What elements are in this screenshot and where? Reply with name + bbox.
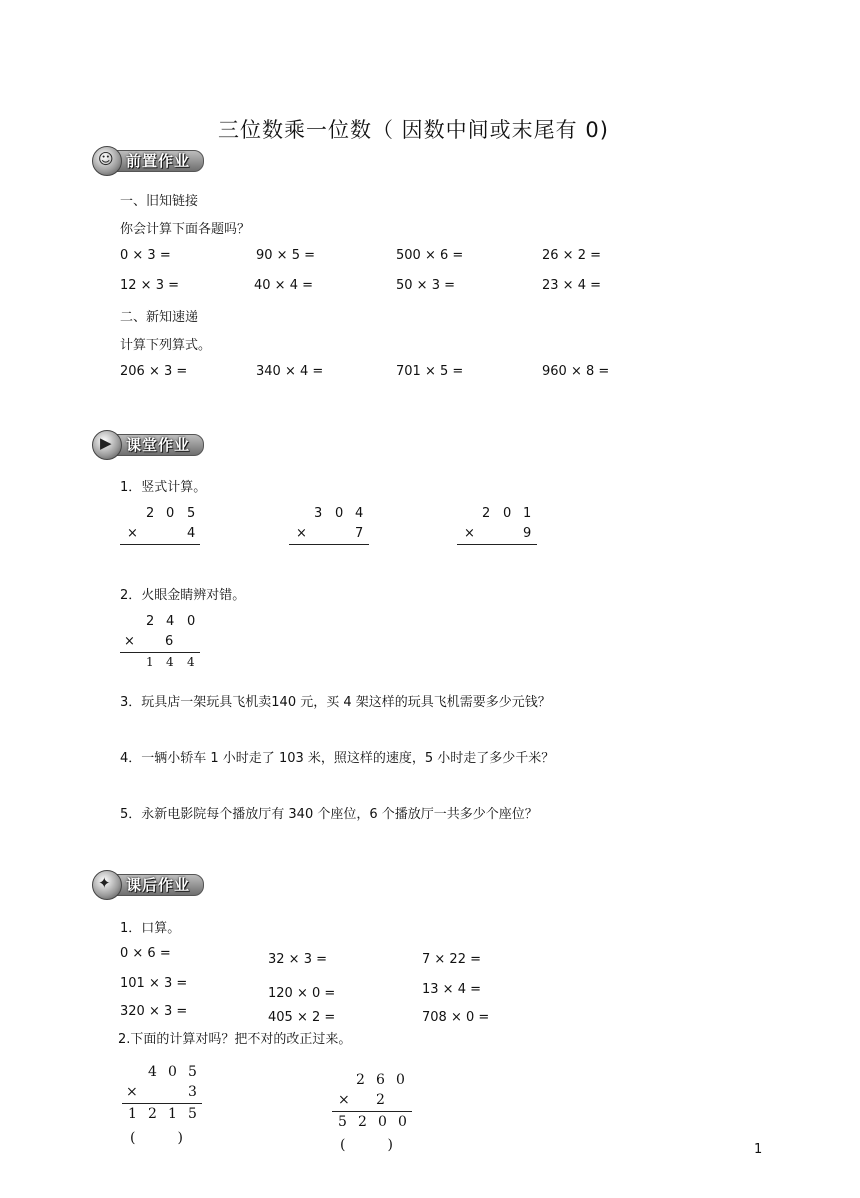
classwork-badge (92, 430, 204, 458)
vertical-bottom-digit: 7 (355, 526, 364, 541)
correction-result-digit: 0 (378, 1114, 387, 1130)
expr: 0 × 3 = (120, 248, 171, 263)
vertical-line (457, 544, 537, 545)
correction-operator: × (338, 1092, 350, 1108)
check-top-digit: 2 (146, 614, 155, 629)
oral-expr: 13 × 4 = (422, 982, 481, 997)
check-result-digit: 4 (187, 655, 195, 669)
check-operator: × (124, 634, 135, 649)
oral-expr: 0 × 6 = (120, 946, 171, 961)
answer-parentheses[interactable]: ( ) (340, 1137, 393, 1153)
oral-expr: 32 × 3 = (268, 952, 327, 967)
vertical-top-digit: 3 (314, 506, 323, 521)
check-top-digit: 0 (187, 614, 196, 629)
oral-expr: 7 × 22 = (422, 952, 481, 967)
expr: 40 × 4 = (254, 278, 313, 293)
prompt-1: 你会计算下面各题吗？ (120, 222, 251, 237)
question-4: 4．一辆小轿车 1 小时走了 103 米，照这样的速度，5 小时走了多少千米？ (120, 751, 555, 766)
correction-result-digit: 5 (338, 1114, 347, 1130)
homework-question-2: 2.下面的计算对吗？把不对的改正过来。 (118, 1032, 352, 1047)
correction-top-digit: 6 (376, 1072, 385, 1088)
vertical-operator: × (127, 526, 138, 541)
correction-result-digit: 0 (398, 1114, 407, 1130)
correction-bottom-digit: 3 (188, 1084, 197, 1100)
oral-expr: 320 × 3 = (120, 1004, 188, 1019)
badge-label: 课后作业 (126, 876, 191, 894)
vertical-top-digit: 1 (523, 506, 532, 521)
expr: 50 × 3 = (396, 278, 455, 293)
vertical-bottom-digit: 4 (187, 526, 196, 541)
correction-bottom-digit: 2 (376, 1092, 385, 1108)
oral-expr: 708 × 0 = (422, 1010, 490, 1025)
expr: 206 × 3 = (120, 364, 188, 379)
question-2: 2．火眼金睛辨对错。 (120, 588, 246, 603)
question-5: 5．永新电影院每个播放厅有 340 个座位，6 个播放厅一共多少个座位？ (120, 807, 538, 822)
smile-glyph-icon: ☺ (98, 150, 114, 168)
check-top-digit: 4 (166, 614, 175, 629)
correction-top-digit: 0 (168, 1064, 177, 1080)
expr: 90 × 5 = (256, 248, 315, 263)
page-title: 三位数乘一位数（ 因数中间或末尾有 0) (218, 118, 609, 142)
correction-line (332, 1111, 412, 1112)
correction-top-digit: 0 (396, 1072, 405, 1088)
badge-label: 前置作业 (126, 152, 191, 170)
check-result-digit: 1 (146, 655, 154, 669)
vertical-top-digit: 0 (335, 506, 344, 521)
question-1: 1．竖式计算。 (120, 480, 207, 495)
section-heading-1: 一、旧知链接 (120, 194, 199, 209)
check-line (120, 652, 200, 653)
vertical-top-digit: 2 (482, 506, 491, 521)
expr: 500 × 6 = (396, 248, 464, 263)
correction-top-digit: 4 (148, 1064, 157, 1080)
section-heading-2: 二、新知速递 (120, 310, 199, 325)
correction-top-digit: 5 (188, 1064, 197, 1080)
correction-top-digit: 2 (356, 1072, 365, 1088)
vertical-top-digit: 0 (166, 506, 175, 521)
check-bottom-digit: 6 (165, 634, 174, 649)
vertical-bottom-digit: 9 (523, 526, 532, 541)
expr: 12 × 3 = (120, 278, 179, 293)
prompt-2: 计算下列算式。 (120, 338, 212, 353)
correction-result-digit: 1 (168, 1106, 177, 1122)
vertical-operator: × (464, 526, 475, 541)
badge-label: 课堂作业 (126, 436, 191, 454)
homework-badge (92, 870, 204, 898)
expr: 701 × 5 = (396, 364, 464, 379)
correction-result-digit: 5 (188, 1106, 197, 1122)
expr: 960 × 8 = (542, 364, 610, 379)
correction-result-digit: 2 (358, 1114, 367, 1130)
correction-result-digit: 2 (148, 1106, 157, 1122)
vertical-top-digit: 5 (187, 506, 196, 521)
question-3: 3．玩具店一架玩具飞机卖140 元，买 4 架这样的玩具飞机需要多少元钱？ (120, 695, 551, 710)
homework-question-1: 1．口算。 (120, 921, 181, 936)
oral-expr: 101 × 3 = (120, 976, 188, 991)
answer-parentheses[interactable]: ( ) (130, 1130, 183, 1146)
pre-homework-badge (92, 146, 204, 174)
oral-expr: 405 × 2 = (268, 1010, 336, 1025)
correction-line (122, 1103, 202, 1104)
expr: 23 × 4 = (542, 278, 601, 293)
vertical-top-digit: 4 (355, 506, 364, 521)
vertical-operator: × (296, 526, 307, 541)
vertical-top-digit: 0 (503, 506, 512, 521)
vertical-line (120, 544, 200, 545)
vertical-line (289, 544, 369, 545)
oral-expr: 120 × 0 = (268, 986, 336, 1001)
play-glyph-icon: ▶ (100, 434, 112, 452)
correction-operator: × (126, 1084, 138, 1100)
runner-glyph-icon: ✦ (98, 874, 111, 892)
page-number: 1 (754, 1142, 763, 1157)
correction-result-digit: 1 (128, 1106, 137, 1122)
expr: 340 × 4 = (256, 364, 324, 379)
check-result-digit: 4 (166, 655, 174, 669)
expr: 26 × 2 = (542, 248, 601, 263)
vertical-top-digit: 2 (146, 506, 155, 521)
